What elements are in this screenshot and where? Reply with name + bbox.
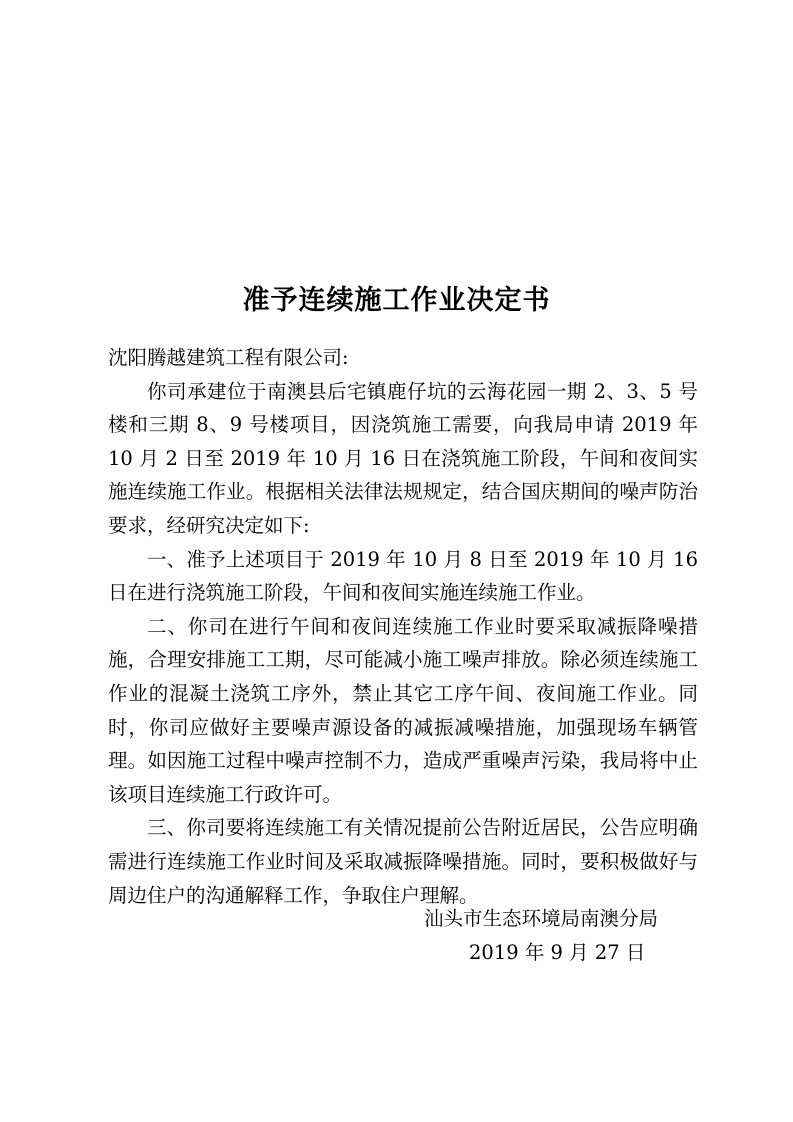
paragraph-item-2: 二、你司在进行午间和夜间连续施工作业时要采取减振降噪措施，合理安排施工工期，尽可能减小施工噪声排放。除必须连续施工作业的混凝土浇筑工序外，禁止其它工序午间、夜间施工作业。同时，你司应做好主要噪声源设备的减振减噪措施，加强现场车辆管理。如因施工过程中噪声控制不力，造成严重噪声污染，我局将中止该项目连续施工行政许可。: [108, 614, 698, 806]
signature-block: [424, 902, 684, 969]
document-body: [108, 341, 698, 912]
document-title: 准予连续施工作业决定书: [242, 285, 551, 316]
paragraph-item-1: 一、准予上述项目于 2019 年 10 月 8 日至 2019 年 10 月 16 日在进行浇筑施工阶段，午间和夜间实施连续施工作业。: [108, 547, 698, 605]
issue-date: 2019 年 9 月 27 日: [469, 940, 646, 964]
salutation: 沈阳腾越建筑工程有限公司:: [108, 346, 349, 369]
paragraph-item-3: 三、你司要将连续施工有关情况提前公告附近居民，公告应明确需进行连续施工作业时间及采取减振降噪措施。同时，要积极做好与周边住户的沟通解释工作，争取住户理解。: [108, 816, 698, 907]
paragraph-intro: 你司承建位于南澳县后宅镇鹿仔坑的云海花园一期 2、3、5 号楼和三期 8、9 号楼项目，因浇筑施工需要，向我局申请 2019 年 10 月 2 日至 2019 年 10 月 16 日在浇筑施工阶段，午间和夜间实施连续施工作业。根据相关法律法规规定，结合国庆期间的噪声防治要求，经研究决定如下:: [108, 379, 698, 537]
issuing-organization: 汕头市生态环境局南澳分局: [424, 907, 659, 930]
